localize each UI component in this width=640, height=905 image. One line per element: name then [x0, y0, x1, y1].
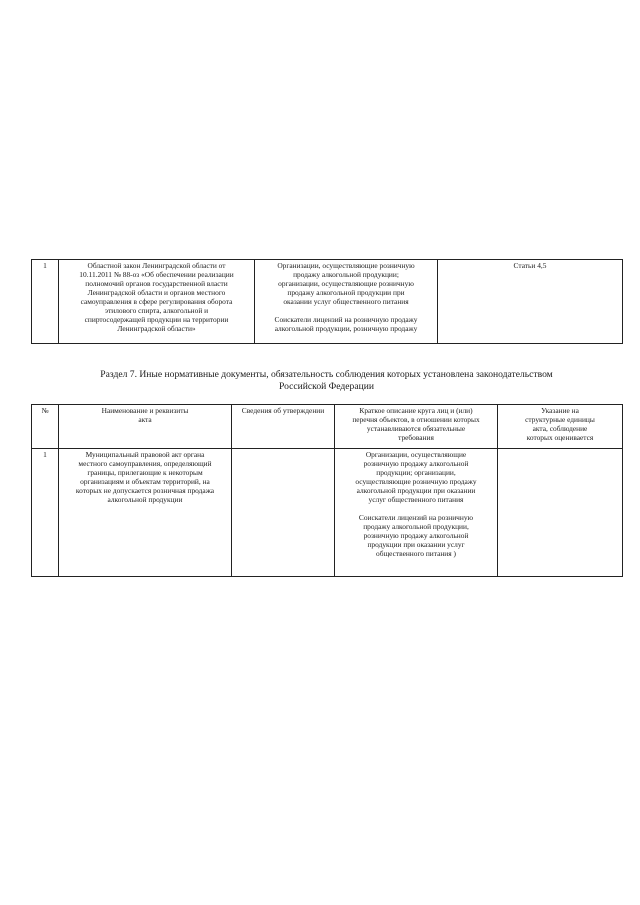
act-name-cell: Муниципальный правовой акт органа местного самоуправления, определяющий границы, прилегающие к некоторым организациям и объектам территорий, на которых не допускается розничная продажа алкогольной продукции	[59, 449, 232, 577]
act-name-cell: Областной закон Ленинградской области от 10.11.2011 № 88-оз «Об обеспечении реализации полномочий органов государственной власти Ленинградской области и органов местного самоуправления в сфере регулирования оборота этилового спирта, алкогольной и спиртосодержащей продукции на территории Ленинградской области»	[59, 260, 255, 344]
section7-table	[31, 404, 623, 577]
act-parts-cell: Статьи 4,5	[438, 260, 623, 344]
section6-table	[31, 259, 623, 344]
table-row	[32, 260, 623, 344]
section7-title: Раздел 7. Иные нормативные документы, обязательность соблюдения которых установлена законодательством Российской Федерации	[100, 369, 553, 392]
header-structural-units: Указание на структурные единицы акта, соблюдение которых оценивается	[498, 405, 623, 449]
table-header-row	[32, 405, 623, 449]
header-approval-info: Сведения об утверждении	[232, 405, 335, 449]
persons-description-cell: Организации, осуществляющие розничную продажу алкогольной продукции; организации, осуществляющие розничную продажу алкогольной продукции при оказании услуг общественного питания Соискатели лицензий на розничную продажу алкогольной продукции, розничную продажу	[255, 260, 438, 344]
row-number-cell: 1	[32, 260, 59, 344]
table-row	[32, 449, 623, 577]
structural-units-cell	[498, 449, 623, 577]
approval-info-cell	[232, 449, 335, 577]
persons-description-cell: Организации, осуществляющие розничную продажу алкогольной продукции; организации, осуществляющие розничную продажу алкогольной продукции при оказании услуг общественного питания Соискатели лицензий на розничную продажу алкогольной продукции, розничную продажу алкогольной продукции при оказании услуг общественного питания )	[335, 449, 498, 577]
header-persons-description: Краткое описание круга лиц и (или) перечня объектов, в отношении которых устанавливаются обязательные требования	[335, 405, 498, 449]
row-number-cell: 1	[32, 449, 59, 577]
header-number: №	[32, 405, 59, 449]
header-act-name: Наименование и реквизиты акта	[59, 405, 232, 449]
